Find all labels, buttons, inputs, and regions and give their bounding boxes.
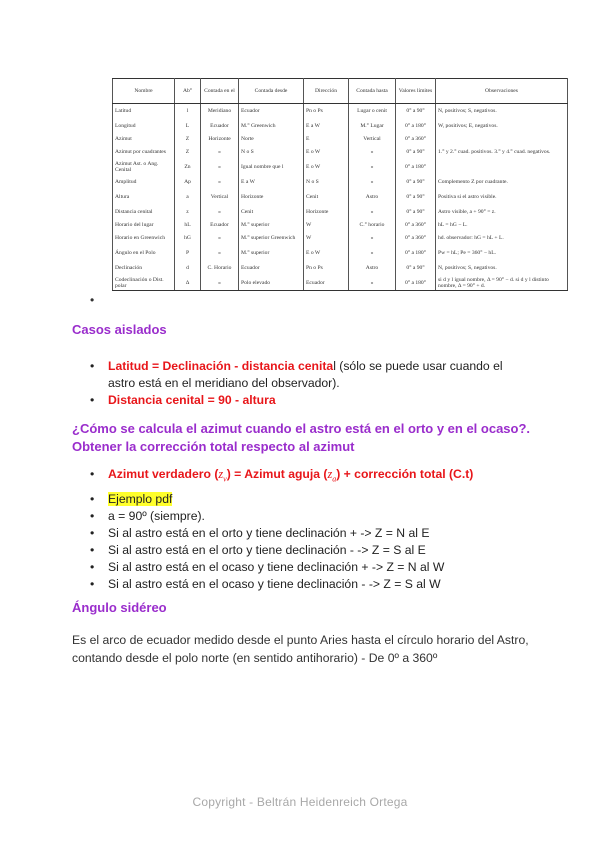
latitud-note: l (sólo se puede usar cuando el xyxy=(333,359,503,373)
table-cell: 0° a 90° xyxy=(396,261,436,276)
table-cell: » xyxy=(201,276,239,291)
list-item xyxy=(72,466,473,487)
table-cell: » xyxy=(349,205,396,220)
table-cell: l xyxy=(175,104,201,119)
table-row xyxy=(113,190,568,205)
coordinates-table-grid xyxy=(112,78,568,291)
table-cell: Horizonte xyxy=(201,134,239,145)
table-cell: Lugar o cenit xyxy=(349,104,396,119)
table-cell: z xyxy=(175,205,201,220)
table-header-cell: Nombre xyxy=(113,79,175,104)
distancia-cenital-formula: Distancia cenital = 90 - altura xyxy=(108,393,276,407)
coordinates-table xyxy=(112,78,567,291)
table-row xyxy=(113,160,568,175)
table-cell: Pn o Ps xyxy=(304,104,349,119)
formula-part: Azimut verdadero ( xyxy=(108,467,219,481)
table-cell: E a W xyxy=(239,175,304,190)
table-cell: L xyxy=(175,119,201,134)
bullet: • xyxy=(90,526,95,541)
table-cell: 0° a 360° xyxy=(396,220,436,231)
table-cell: N o S xyxy=(239,145,304,160)
table-cell: M.° superior xyxy=(239,220,304,231)
table-cell: 0° a 360° xyxy=(396,231,436,246)
table-row xyxy=(113,246,568,261)
table-cell: Astro xyxy=(349,261,396,276)
table-row xyxy=(113,119,568,134)
paragraph-line: contando desde el polo norte (en sentido antihorario) - De 0º a 360º xyxy=(72,651,438,665)
latitud-note-cont: astro está en el meridiano del observador). xyxy=(108,376,340,390)
table-cell: Ecuador xyxy=(201,119,239,134)
table-cell: M.° Lugar xyxy=(349,119,396,134)
table-cell: 0° a 180° xyxy=(396,160,436,175)
table-cell: Declinación xyxy=(113,261,175,276)
table-cell: E a W xyxy=(304,119,349,134)
table-cell: » xyxy=(349,276,396,291)
table-cell: hd. observador: hG = hL + L. xyxy=(436,231,568,246)
table-cell: » xyxy=(349,175,396,190)
table-cell: E o W xyxy=(304,246,349,261)
table-cell: hL xyxy=(175,220,201,231)
table-cell: Norte xyxy=(239,134,304,145)
table-row xyxy=(113,134,568,145)
table-cell: 0° a 180° xyxy=(396,246,436,261)
table-cell: C.° horario xyxy=(349,220,396,231)
table-header-cell: Ab° xyxy=(175,79,201,104)
z-variable: z xyxy=(327,467,333,481)
table-cell: Δ xyxy=(175,276,201,291)
table-cell: Polo elevado xyxy=(239,276,304,291)
table-cell: Meridiano xyxy=(201,104,239,119)
z-variable: z xyxy=(218,467,224,481)
bullet: • xyxy=(90,393,95,407)
table-cell: » xyxy=(349,160,396,175)
list-item-text: Si al astro está en el ocaso y tiene declinación - -> Z = S al W xyxy=(108,577,441,592)
table-row xyxy=(113,231,568,246)
table-cell: 0° a 90° xyxy=(396,175,436,190)
table-cell: 0° a 180° xyxy=(396,276,436,291)
table-cell: 0° a 90° xyxy=(396,205,436,220)
table-cell: Pn o Ps xyxy=(304,261,349,276)
table-cell: Vertical xyxy=(349,134,396,145)
table-header-cell: Observaciones xyxy=(436,79,568,104)
list-item xyxy=(72,358,503,392)
table-cell: M.° Greenwich xyxy=(239,119,304,134)
table-cell: W, positivos; E, negativos. xyxy=(436,119,568,134)
table-cell: Azimut xyxy=(113,134,175,145)
table-cell: E o W xyxy=(304,145,349,160)
table-row xyxy=(113,261,568,276)
table-cell: M.° superior Greenwich xyxy=(239,231,304,246)
table-cell: N, positivos; S, negativos. xyxy=(436,261,568,276)
table-cell: » xyxy=(201,160,239,175)
table-cell: Pw = hL; Pe = 360° − hL. xyxy=(436,246,568,261)
azimut-list xyxy=(72,466,473,593)
table-cell: C. Horario xyxy=(201,261,239,276)
table-cell xyxy=(436,160,568,175)
table-cell: Astro xyxy=(349,190,396,205)
table-header-cell: Contada hasta xyxy=(349,79,396,104)
table-cell: Ecuador xyxy=(304,276,349,291)
table-cell: P xyxy=(175,246,201,261)
table-cell: W xyxy=(304,231,349,246)
list-item xyxy=(72,576,473,593)
table-header-cell: Valores límites xyxy=(396,79,436,104)
table-cell: Complemento Z por cuadrante. xyxy=(436,175,568,190)
paragraph-line: Es el arco de ecuador medido desde el punto Aries hasta el círculo horario del Astro, xyxy=(72,633,529,647)
table-cell: W xyxy=(304,220,349,231)
table-cell: Igual nombre que l xyxy=(239,160,304,175)
table-cell: » xyxy=(201,145,239,160)
casos-aislados-heading: Casos aislados xyxy=(72,322,167,337)
table-cell: 0° a 90° xyxy=(396,190,436,205)
table-cell: Horario en Greenwich xyxy=(113,231,175,246)
table-cell: » xyxy=(349,246,396,261)
table-cell: Ap xyxy=(175,175,201,190)
table-cell: Horario del lugar xyxy=(113,220,175,231)
table-cell: Ecuador xyxy=(239,104,304,119)
table-cell: M.° superior xyxy=(239,246,304,261)
table-cell: » xyxy=(201,246,239,261)
table-cell: » xyxy=(349,231,396,246)
table-row xyxy=(113,145,568,160)
angulo-sidereo-heading: Ángulo sidéreo xyxy=(72,600,167,615)
table-cell: Amplitud xyxy=(113,175,175,190)
table-cell: a xyxy=(175,190,201,205)
bullet: • xyxy=(90,543,95,558)
table-body xyxy=(113,104,568,291)
azimut-heading-line1: ¿Cómo se calcula el azimut cuando el astro está en el orto y en el ocaso?. xyxy=(72,421,531,436)
azimut-formula xyxy=(108,467,474,484)
table-header-cell: Dirección xyxy=(304,79,349,104)
angulo-sidereo-paragraph xyxy=(72,631,529,667)
table-row xyxy=(113,220,568,231)
table-cell: Positiva si el astro visible. xyxy=(436,190,568,205)
table-cell: 0° a 90° xyxy=(396,104,436,119)
bullet: • xyxy=(90,467,95,481)
bullet: • xyxy=(90,577,95,592)
table-cell: hL = hG − L. xyxy=(436,220,568,231)
table-cell: E o W xyxy=(304,160,349,175)
table-cell: Z xyxy=(175,145,201,160)
empty-bullet: • xyxy=(90,293,95,307)
table-cell: Ecuador xyxy=(201,220,239,231)
table-cell: Azimut por cuadrantes xyxy=(113,145,175,160)
table-cell: » xyxy=(349,145,396,160)
table-cell: E xyxy=(304,134,349,145)
table-cell: Z xyxy=(175,134,201,145)
latitud-formula: Latitud = Declinación - distancia cenita xyxy=(108,359,334,373)
list-item-text: Si al astro está en el orto y tiene declinación + -> Z = N al E xyxy=(108,526,430,541)
list-item-text: Si al astro está en el orto y tiene declinación - -> Z = S al E xyxy=(108,543,426,558)
table-cell: Azimut Ast. o Ang. Cenital xyxy=(113,160,175,175)
subscript-v: v xyxy=(223,474,227,484)
ejemplo-pdf-highlight: Ejemplo pdf xyxy=(108,492,173,507)
list-item xyxy=(72,392,503,409)
table-cell: Vertical xyxy=(201,190,239,205)
bullet: • xyxy=(90,359,95,373)
table-cell: 1.° y 2.° cuad. positivos. 3.° y 4.° cuad. negativos. xyxy=(436,145,568,160)
table-cell: d xyxy=(175,261,201,276)
bullet: • xyxy=(90,509,95,524)
table-cell: Ecuador xyxy=(239,261,304,276)
table-cell: » xyxy=(201,231,239,246)
table-cell: Horizonte xyxy=(239,190,304,205)
list-item-text: a = 90º (siempre). xyxy=(108,509,205,524)
table-header-row xyxy=(113,79,568,104)
table-cell: hG xyxy=(175,231,201,246)
table-header-cell: Contada en el xyxy=(201,79,239,104)
bullet: • xyxy=(90,492,95,507)
table-cell: 0° a 180° xyxy=(396,119,436,134)
azimut-heading xyxy=(72,420,530,456)
table-cell: 0° a 90° xyxy=(396,145,436,160)
table-row xyxy=(113,175,568,190)
table-cell: Latitud xyxy=(113,104,175,119)
subscript-a: a xyxy=(332,474,337,484)
table-cell: » xyxy=(201,205,239,220)
table-cell: Codeclinación o Dist. polar xyxy=(113,276,175,291)
table-cell: Ángulo en el Polo xyxy=(113,246,175,261)
table-cell: N o S xyxy=(304,175,349,190)
formula-part: ) + corrección total (C.t) xyxy=(336,467,474,481)
table-cell: Cenit xyxy=(239,205,304,220)
list-item xyxy=(72,508,473,525)
table-cell: Longitud xyxy=(113,119,175,134)
list-item xyxy=(72,525,473,542)
table-cell: 0° a 360° xyxy=(396,134,436,145)
table-cell: Distancia cenital xyxy=(113,205,175,220)
list-item-text: Si al astro está en el ocaso y tiene declinación + -> Z = N al W xyxy=(108,560,445,575)
list-item xyxy=(72,542,473,559)
table-cell xyxy=(436,134,568,145)
table-cell: Zn xyxy=(175,160,201,175)
copyright-footer: Copyright - Beltrán Heidenreich Ortega xyxy=(192,795,408,809)
table-cell: Cenit xyxy=(304,190,349,205)
azimut-heading-line2: Obtener la corrección total respecto al azimut xyxy=(72,439,355,454)
table-row xyxy=(113,276,568,291)
casos-list xyxy=(72,358,503,409)
list-item xyxy=(72,491,473,508)
bullet: • xyxy=(90,560,95,575)
table-cell: Astro visible, a + 90° = z. xyxy=(436,205,568,220)
formula-part: ) = Azimut aguja ( xyxy=(226,467,328,481)
table-header-cell: Contada desde xyxy=(239,79,304,104)
table-cell: N, positivos; S, negativos. xyxy=(436,104,568,119)
table-cell: Horizonte xyxy=(304,205,349,220)
table-row xyxy=(113,104,568,119)
table-cell: » xyxy=(201,175,239,190)
table-row xyxy=(113,205,568,220)
table-cell: si d y l igual nombre, Δ = 90° − d. si d y l distinto nombre, Δ = 90° + d. xyxy=(436,276,568,291)
list-item xyxy=(72,559,473,576)
table-cell: Altura xyxy=(113,190,175,205)
